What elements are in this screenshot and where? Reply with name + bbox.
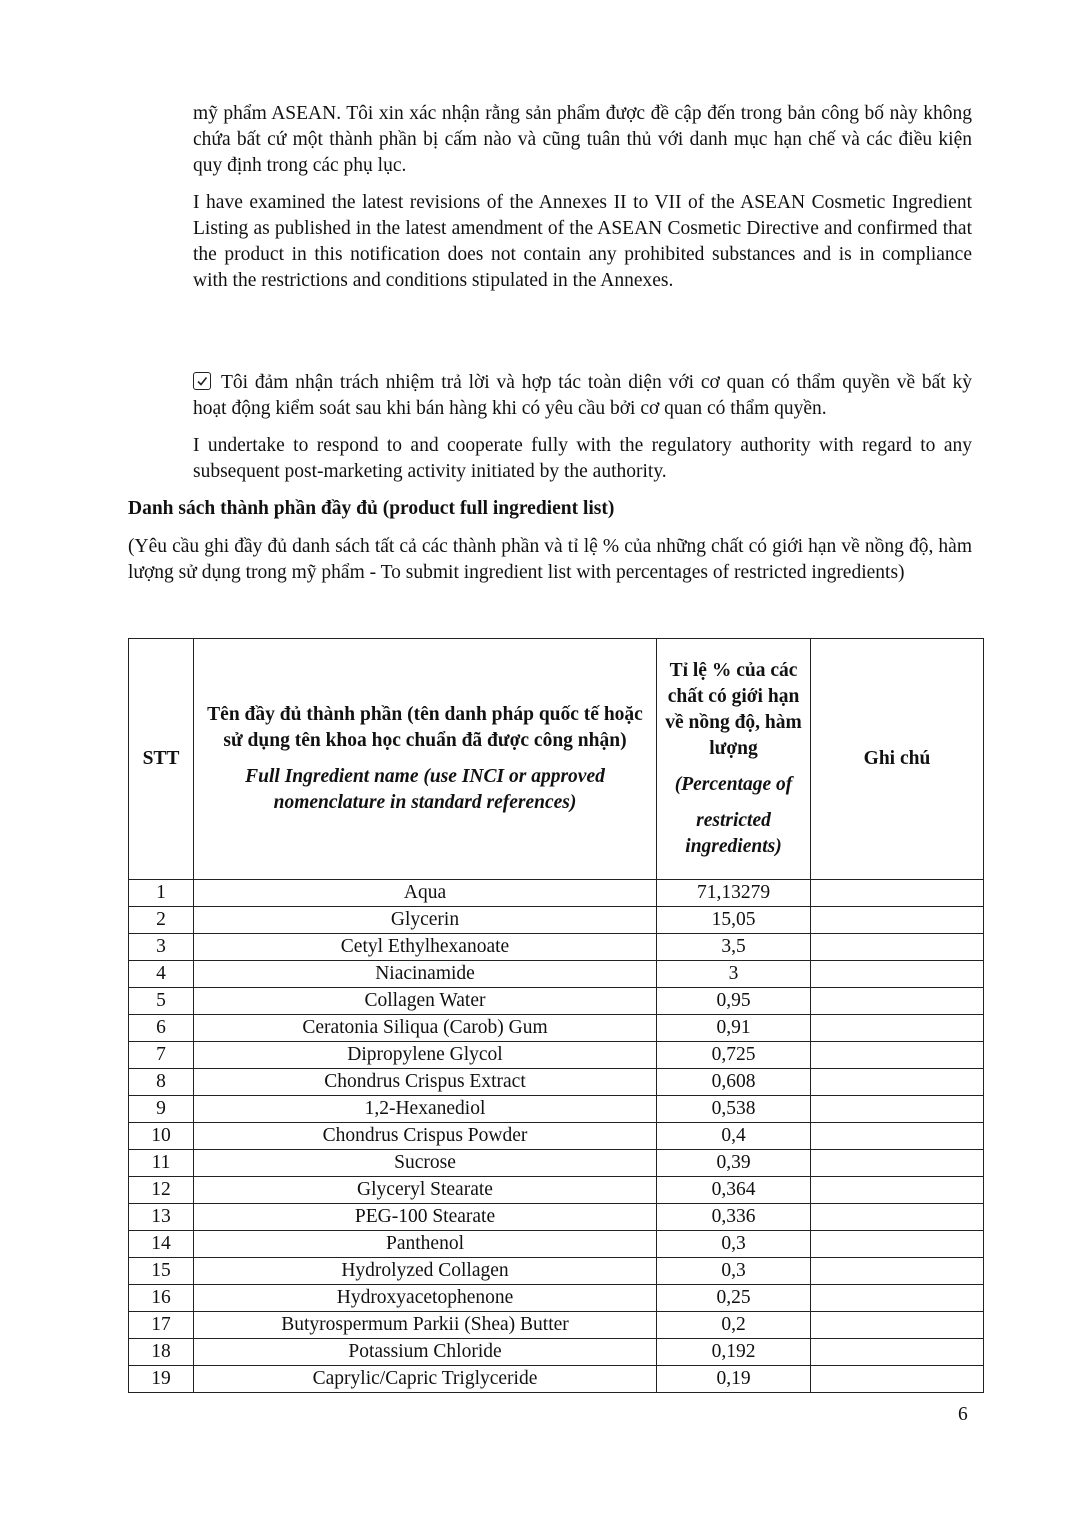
row-ingredient-name: Cetyl Ethylhexanoate <box>194 934 657 961</box>
table-row <box>129 1069 984 1096</box>
row-percentage: 0,364 <box>657 1177 811 1204</box>
table-row <box>129 934 984 961</box>
row-note <box>811 1096 984 1123</box>
table-row <box>129 1123 984 1150</box>
vn-undertake-text: Tôi đảm nhận trách nhiệm trả lời và hợp tác toàn diện với cơ quan có thẩm quyền về bất kỳ hoạt động kiểm soát sau khi bán hàng khi có yêu cầu bởi cơ quan có thẩm quyền. <box>193 372 972 419</box>
row-note <box>811 907 984 934</box>
row-note <box>811 934 984 961</box>
row-ingredient-name: Collagen Water <box>194 988 657 1015</box>
row-ingredient-name: Niacinamide <box>194 961 657 988</box>
row-note <box>811 1015 984 1042</box>
row-stt: 15 <box>129 1258 194 1285</box>
vn-undertake-paragraph <box>193 370 972 422</box>
row-stt: 3 <box>129 934 194 961</box>
table-row <box>129 1042 984 1069</box>
row-note <box>811 1339 984 1366</box>
table-row <box>129 1339 984 1366</box>
table-row <box>129 907 984 934</box>
row-note <box>811 1366 984 1393</box>
table-row <box>129 1015 984 1042</box>
row-note <box>811 1285 984 1312</box>
row-stt: 11 <box>129 1150 194 1177</box>
row-stt: 6 <box>129 1015 194 1042</box>
row-percentage: 0,608 <box>657 1069 811 1096</box>
header-percentage-en-1: (Percentage of <box>674 774 793 795</box>
row-ingredient-name: Potassium Chloride <box>194 1339 657 1366</box>
row-percentage: 0,25 <box>657 1285 811 1312</box>
ingredient-section-note: (Yêu cầu ghi đầy đủ danh sách tất cả các thành phần và tỉ lệ % của những chất có giới hạn về nồng độ, hàm lượng sử dụng trong mỹ phẩm - To submit ingredient list with percentages of restricted ingredients) <box>128 536 972 583</box>
row-ingredient-name: Chondrus Crispus Powder <box>194 1123 657 1150</box>
row-note <box>811 988 984 1015</box>
row-percentage: 0,39 <box>657 1150 811 1177</box>
en-undertake-paragraph: I undertake to respond to and cooperate fully with the regulatory authority with regard to any subsequent post-marketing activity initiated by the authority. <box>193 435 972 482</box>
row-stt: 1 <box>129 880 194 907</box>
row-ingredient-name: Dipropylene Glycol <box>194 1042 657 1069</box>
row-ingredient-name: Ceratonia Siliqua (Carob) Gum <box>194 1015 657 1042</box>
row-stt: 14 <box>129 1231 194 1258</box>
row-note <box>811 1312 984 1339</box>
table-row <box>129 1258 984 1285</box>
table-row <box>129 961 984 988</box>
row-percentage: 3 <box>657 961 811 988</box>
row-percentage: 0,4 <box>657 1123 811 1150</box>
row-percentage: 15,05 <box>657 907 811 934</box>
row-stt: 12 <box>129 1177 194 1204</box>
row-note <box>811 1177 984 1204</box>
row-ingredient-name: Panthenol <box>194 1231 657 1258</box>
row-percentage: 0,725 <box>657 1042 811 1069</box>
row-ingredient-name: Chondrus Crispus Extract <box>194 1069 657 1096</box>
row-percentage: 0,2 <box>657 1312 811 1339</box>
row-stt: 10 <box>129 1123 194 1150</box>
row-stt: 17 <box>129 1312 194 1339</box>
table-row <box>129 880 984 907</box>
row-ingredient-name: Glyceryl Stearate <box>194 1177 657 1204</box>
row-note <box>811 1123 984 1150</box>
checked-box-icon[interactable] <box>193 372 211 390</box>
header-percentage <box>657 639 811 880</box>
ingredient-table-body <box>129 880 984 1393</box>
header-ingredient-name-vn: Tên đầy đủ thành phần (tên danh pháp quốc tế hoặc sử dụng tên khoa học chuẩn đã được công nhận) <box>207 704 643 751</box>
header-ingredient-name <box>194 639 657 880</box>
row-stt: 5 <box>129 988 194 1015</box>
header-note: Ghi chú <box>811 639 984 880</box>
vn-compliance-paragraph: mỹ phẩm ASEAN. Tôi xin xác nhận rằng sản phẩm được đề cập đến trong bản công bố này không chứa bất cứ một thành phần bị cấm nào và cũng tuân thủ với danh mục hạn chế và các điều kiện quy định trong các phụ lục. <box>193 103 972 176</box>
table-row <box>129 1204 984 1231</box>
row-percentage: 0,95 <box>657 988 811 1015</box>
row-ingredient-name: Glycerin <box>194 907 657 934</box>
row-percentage: 0,3 <box>657 1231 811 1258</box>
row-percentage: 0,3 <box>657 1258 811 1285</box>
row-stt: 2 <box>129 907 194 934</box>
row-percentage: 0,192 <box>657 1339 811 1366</box>
row-stt: 18 <box>129 1339 194 1366</box>
row-ingredient-name: Butyrospermum Parkii (Shea) Butter <box>194 1312 657 1339</box>
header-percentage-vn: Tỉ lệ % của các chất có giới hạn về nồng độ, hàm lượng <box>665 660 802 759</box>
table-row <box>129 1285 984 1312</box>
row-ingredient-name: Hydroxyacetophenone <box>194 1285 657 1312</box>
row-stt: 4 <box>129 961 194 988</box>
ingredient-section-title: Danh sách thành phần đầy đủ (product full ingredient list) <box>128 498 615 519</box>
row-stt: 9 <box>129 1096 194 1123</box>
ingredient-table <box>128 638 984 1393</box>
row-note <box>811 961 984 988</box>
row-percentage: 0,19 <box>657 1366 811 1393</box>
table-row <box>129 988 984 1015</box>
table-header-row <box>129 639 984 880</box>
row-note <box>811 1042 984 1069</box>
row-ingredient-name: 1,2-Hexanediol <box>194 1096 657 1123</box>
table-row <box>129 1231 984 1258</box>
row-note <box>811 1069 984 1096</box>
row-note <box>811 1204 984 1231</box>
row-stt: 7 <box>129 1042 194 1069</box>
header-stt: STT <box>129 639 194 880</box>
row-ingredient-name: Sucrose <box>194 1150 657 1177</box>
row-ingredient-name: Hydrolyzed Collagen <box>194 1258 657 1285</box>
row-note <box>811 880 984 907</box>
row-ingredient-name: PEG-100 Stearate <box>194 1204 657 1231</box>
row-percentage: 3,5 <box>657 934 811 961</box>
table-row <box>129 1312 984 1339</box>
page-number: 6 <box>958 1404 968 1425</box>
en-compliance-paragraph: I have examined the latest revisions of the Annexes II to VII of the ASEAN Cosmetic Ingredient Listing as published in the latest amendment of the ASEAN Cosmetic Directive and confirmed that the product in this notification does not contain any prohibited substances and is in compliance with the restrictions and conditions stipulated in the Annexes. <box>193 192 972 291</box>
row-note <box>811 1258 984 1285</box>
row-stt: 16 <box>129 1285 194 1312</box>
table-row <box>129 1150 984 1177</box>
row-note <box>811 1150 984 1177</box>
row-note <box>811 1231 984 1258</box>
row-stt: 8 <box>129 1069 194 1096</box>
row-percentage: 0,336 <box>657 1204 811 1231</box>
table-row <box>129 1366 984 1393</box>
row-percentage: 0,91 <box>657 1015 811 1042</box>
row-stt: 19 <box>129 1366 194 1393</box>
row-ingredient-name: Caprylic/Capric Triglyceride <box>194 1366 657 1393</box>
header-percentage-en-2: restricted ingredients) <box>685 810 782 857</box>
row-percentage: 71,13279 <box>657 880 811 907</box>
header-ingredient-name-en: Full Ingredient name (use INCI or approved nomenclature in standard references) <box>245 766 605 813</box>
row-ingredient-name: Aqua <box>194 880 657 907</box>
table-row <box>129 1177 984 1204</box>
row-stt: 13 <box>129 1204 194 1231</box>
row-percentage: 0,538 <box>657 1096 811 1123</box>
table-row <box>129 1096 984 1123</box>
